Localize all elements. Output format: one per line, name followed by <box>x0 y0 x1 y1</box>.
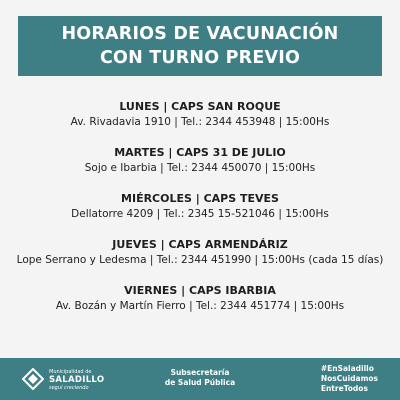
footer-bar <box>0 358 400 400</box>
department-line-2: de Salud Pública <box>164 378 236 387</box>
hashtag-block <box>321 364 378 394</box>
schedule-entry-monday <box>0 99 400 145</box>
entry-detail: Dellatorre 4209 | Tel.: 2345 15-521046 | 15:00Hs <box>71 208 329 220</box>
schedule-list <box>0 99 400 329</box>
title-banner <box>18 16 382 76</box>
schedule-entry-tuesday <box>0 145 400 191</box>
municipal-logo <box>22 366 122 394</box>
municipal-logo-icon <box>22 368 44 390</box>
entry-heading: MARTES | CAPS 31 DE JULIO <box>114 146 286 159</box>
entry-detail: Sojo e Ibarbia | Tel.: 2344 450070 | 15:00Hs <box>84 162 316 174</box>
entry-detail: Lope Serrano y Ledesma | Tel.: 2344 451990 | 15:00Hs (cada 15 días) <box>16 254 384 266</box>
hashtag-line-2: NosCuidamos <box>320 374 378 383</box>
entry-heading: VIERNES | CAPS IBARBIA <box>124 284 276 297</box>
department-line-1: Subsecretaría <box>170 368 230 377</box>
logo-name: SALADILLO <box>49 375 105 385</box>
entry-heading: JUEVES | CAPS ARMENDÁRIZ <box>112 238 288 251</box>
department-label <box>150 368 250 388</box>
title-line-1: HORARIOS DE VACUNACIÓN <box>61 24 339 44</box>
schedule-entry-wednesday <box>0 191 400 237</box>
hashtag-line-3: EntreTodos <box>320 384 368 393</box>
schedule-entry-friday <box>0 283 400 329</box>
entry-heading: LUNES | CAPS SAN ROQUE <box>119 100 281 113</box>
title-line-2: CON TURNO PREVIO <box>99 48 301 68</box>
hashtag-line-1: #EnSaladillo <box>320 364 374 373</box>
schedule-entry-thursday <box>0 237 400 283</box>
logo-tagline: seguí creciendo <box>49 385 89 391</box>
entry-detail: Av. Bozán y Martín Fierro | Tel.: 2344 451774 | 15:00Hs <box>55 300 345 312</box>
entry-heading: MIÉRCOLES | CAPS TEVES <box>121 192 279 205</box>
logo-subtitle: Municipalidad de <box>49 369 92 375</box>
entry-detail: Av. Rivadavia 1910 | Tel.: 2344 453948 | 15:00Hs <box>70 116 330 128</box>
